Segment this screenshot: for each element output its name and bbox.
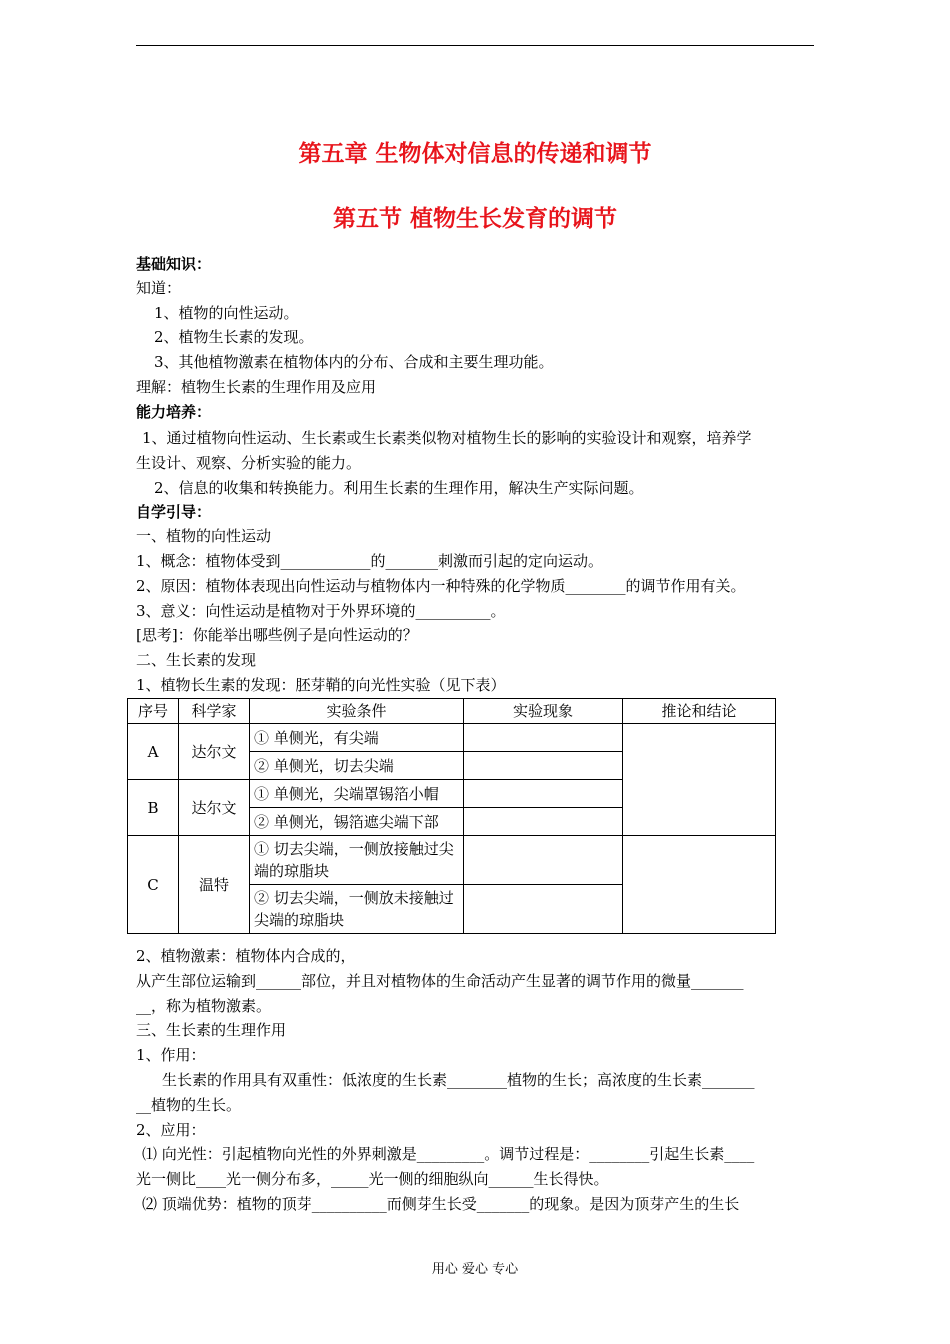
phenomenon-cell <box>464 752 623 780</box>
chapter-title: 第五章 生物体对信息的传递和调节 <box>298 141 652 167</box>
phenomenon-cell <box>464 808 623 836</box>
know-label: 知道： <box>136 279 182 297</box>
s3-title: 三、生长素的生理作用 <box>136 1021 287 1039</box>
guide-heading: 自学引导： <box>136 503 212 521</box>
row-scientist: 温特 <box>179 836 250 934</box>
apply1-line1: ⑴ 向光性：引起植物向光性的外界刺激是_________。调节过程是：________引起生长素____ <box>142 1145 755 1163</box>
phenomenon-cell <box>464 724 623 752</box>
row-condition: ② 切去尖端，一侧放未接触过尖端的琼脂块 <box>250 885 464 934</box>
know-item-2: 2、植物生长素的发现。 <box>154 328 314 346</box>
phenomenon-cell <box>464 836 623 885</box>
row-id: B <box>128 780 179 836</box>
hormone-line3: __，称为植物激素。 <box>136 997 272 1015</box>
basic-heading: 基础知识： <box>136 255 212 273</box>
ability-p1-line1: 1、通过植物向性运动、生长素或生长素类似物对植物生长的影响的实验设计和观察，培养学 <box>142 429 752 447</box>
s1-meaning: 3、意义：向性运动是植物对于外界环境的__________。 <box>136 602 506 620</box>
row-id: C <box>128 836 179 934</box>
understand-line: 理解：植物生长素的生理作用及应用 <box>136 378 377 396</box>
col-header-scientist: 科学家 <box>179 699 250 724</box>
row-scientist: 达尔文 <box>179 724 250 780</box>
col-header-phenomenon: 实验现象 <box>464 699 623 724</box>
col-header-conclusion: 推论和结论 <box>623 699 776 724</box>
table-header-row <box>128 699 776 724</box>
section-title: 第五节 植物生长发育的调节 <box>332 206 617 232</box>
row-scientist: 达尔文 <box>179 780 250 836</box>
col-header-id: 序号 <box>128 699 179 724</box>
phenomenon-cell <box>464 885 623 934</box>
hormone-line1: 2、植物激素：植物体内合成的， <box>136 947 356 965</box>
row-condition: ② 单侧光，锡箔遮尖端下部 <box>250 808 464 836</box>
ability-p1-line2: 生设计、观察、分析实验的能力。 <box>136 454 362 472</box>
apply2-line1: ⑵ 顶端优势：植物的顶芽__________而侧芽生长受_______的现象。是因为顶芽产生的生长 <box>142 1195 740 1213</box>
know-item-1: 1、植物的向性运动。 <box>154 304 299 322</box>
ability-heading: 能力培养： <box>136 403 212 421</box>
effect-line2: __植物的生长。 <box>136 1096 242 1114</box>
row-condition: ① 单侧光，有尖端 <box>250 724 464 752</box>
header-rule <box>136 45 814 46</box>
s1-concept: 1、概念：植物体受到____________的_______刺激而引起的定向运动。 <box>136 552 604 570</box>
conclusion-cell <box>623 836 776 934</box>
table-row <box>128 724 776 752</box>
row-condition: ① 切去尖端，一侧放接触过尖端的琼脂块 <box>250 836 464 885</box>
hormone-line2: 从产生部位运输到______部位，并且对植物体的生命活动产生显著的调节作用的微量_______ <box>136 972 744 990</box>
ability-p2: 2、信息的收集和转换能力。利用生长素的生理作用，解决生产实际问题。 <box>154 479 644 497</box>
phenomenon-cell <box>464 780 623 808</box>
apply1-line2: 光一侧比____光一侧分布多，_____光一侧的细胞纵向______生长得快。 <box>136 1170 609 1188</box>
s1-cause: 2、原因：植物体表现出向性运动与植物体内一种特殊的化学物质________的调节作用有关。 <box>136 577 746 595</box>
know-item-3: 3、其他植物激素在植物体内的分布、合成和主要生理功能。 <box>154 353 554 371</box>
s2-title: 二、生长素的发现 <box>136 651 257 669</box>
page-footer: 用心 爱心 专心 <box>431 1262 519 1277</box>
effect-line1: 生长素的作用具有双重性：低浓度的生长素________植物的生长；高浓度的生长素_______ <box>162 1071 755 1089</box>
col-header-condition: 实验条件 <box>250 699 464 724</box>
effect-label: 1、作用： <box>136 1046 206 1064</box>
row-condition: ② 单侧光，切去尖端 <box>250 752 464 780</box>
s2-item1: 1、植物长生素的发现：胚芽鞘的向光性实验（见下表） <box>136 676 506 694</box>
apply-label: 2、应用： <box>136 1121 206 1139</box>
s1-title: 一、植物的向性运动 <box>136 527 272 545</box>
s1-think: [思考]：你能举出哪些例子是向性运动的？ <box>136 626 418 644</box>
row-condition: ① 单侧光，尖端罩锡箔小帽 <box>250 780 464 808</box>
experiment-table <box>127 698 776 934</box>
conclusion-cell <box>623 724 776 836</box>
row-id: A <box>128 724 179 780</box>
table-row <box>128 836 776 885</box>
